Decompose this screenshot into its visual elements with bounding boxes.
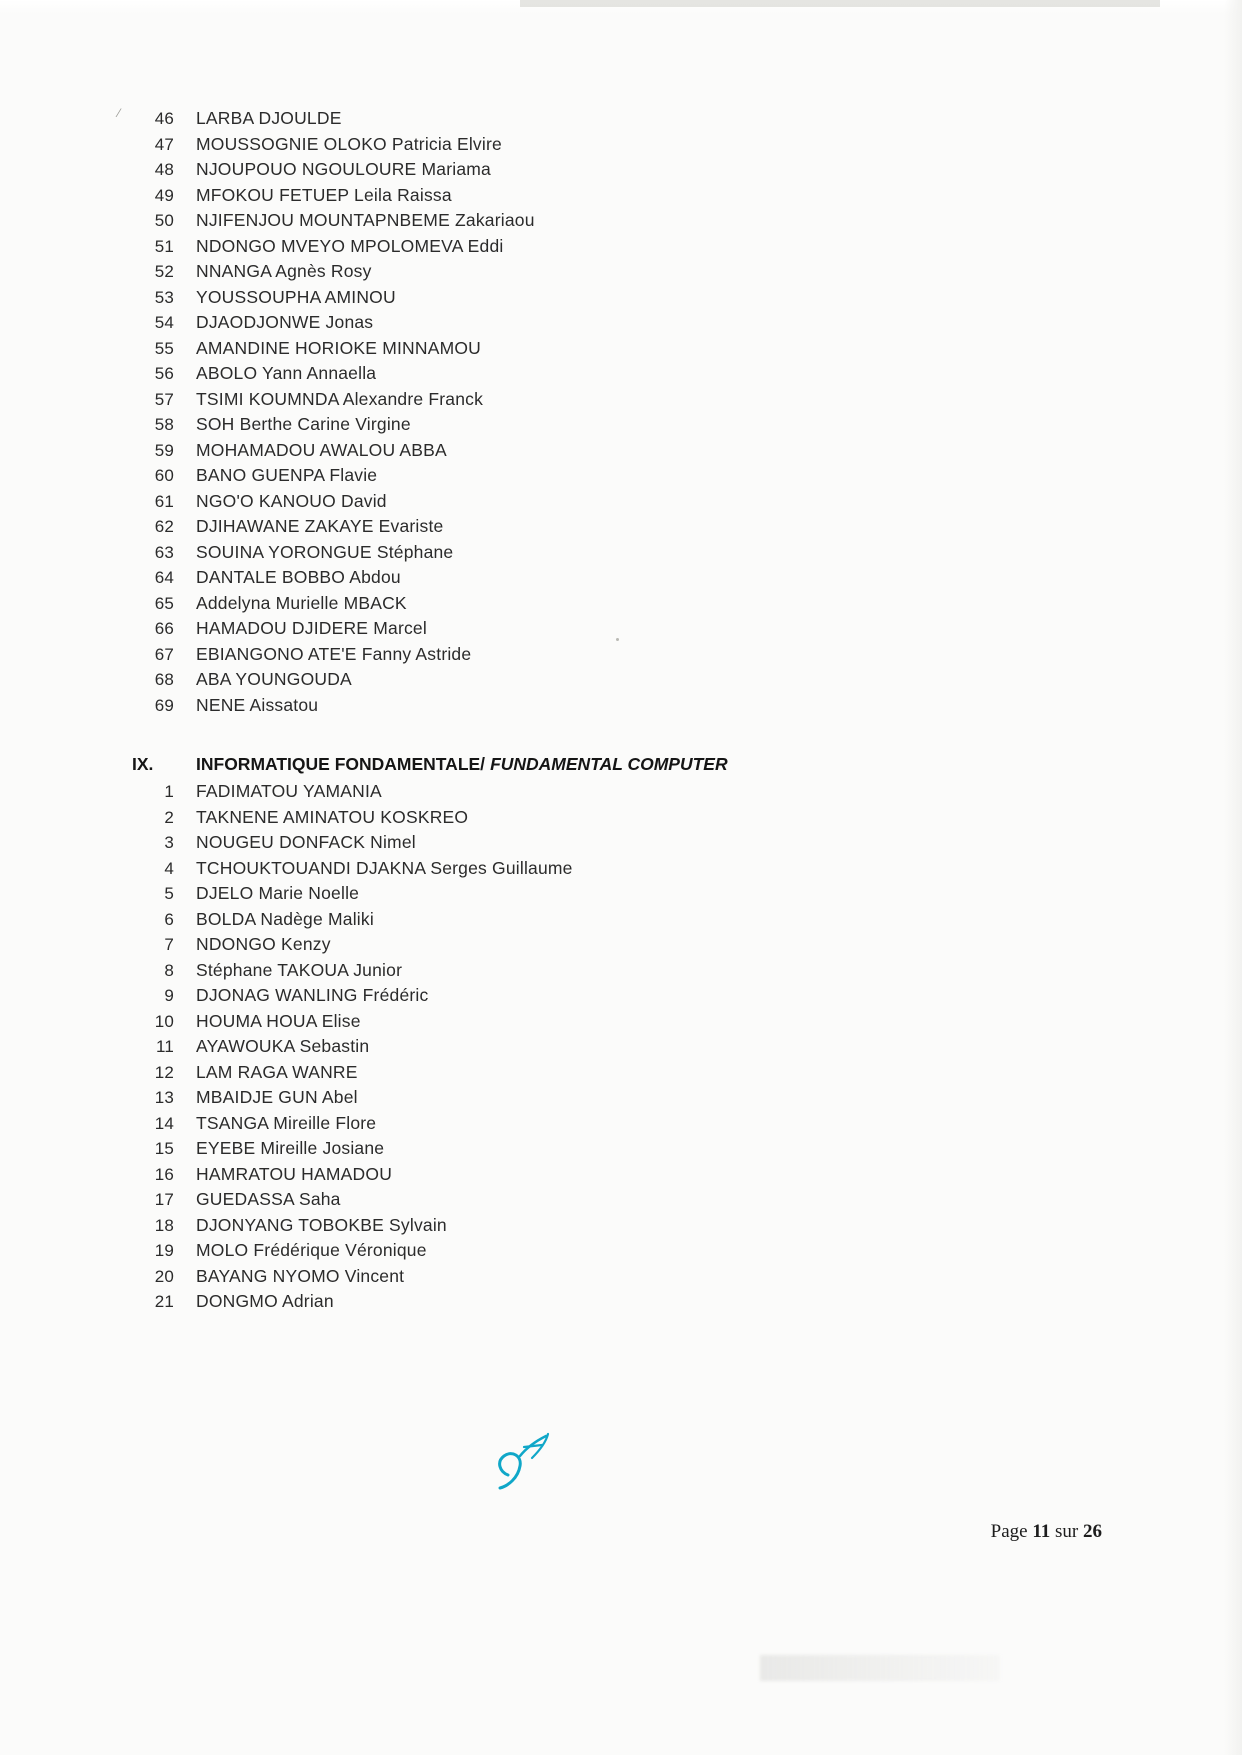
list-item <box>130 134 1090 160</box>
list-item-number: 21 <box>154 1292 174 1311</box>
list-item <box>130 934 1090 960</box>
list-item-number: 4 <box>164 858 174 878</box>
list-item <box>130 338 1090 364</box>
list-item-name: EBIANGONO ATE'E Fanny Astride <box>196 643 472 664</box>
list-item <box>130 909 1090 935</box>
list-item <box>130 1215 1090 1241</box>
list-item-name: DANTALE BOBBO Abdou <box>196 567 401 587</box>
list-item <box>130 1189 1090 1215</box>
list-item <box>130 618 1090 644</box>
list-item-name: MOUSSOGNIE OLOKO Patricia Elvire <box>196 133 502 154</box>
handwritten-signature <box>490 1428 610 1498</box>
list-item <box>130 261 1090 287</box>
list-item-number: 17 <box>154 1190 174 1209</box>
list-item-number: 10 <box>154 1011 174 1031</box>
list-item-name: BANO GUENPA Flavie <box>196 465 378 485</box>
list-item-name: FADIMATOU YAMANIA <box>196 781 382 801</box>
list-item-name: TCHOUKTOUANDI DJAKNA Serges Guillaume <box>196 857 573 878</box>
list-item <box>130 807 1090 833</box>
list-item <box>130 858 1090 884</box>
list-item <box>130 1011 1090 1037</box>
list-item-number: 2 <box>164 807 174 827</box>
list-item-number: 57 <box>154 389 174 409</box>
list-item <box>130 108 1090 134</box>
list-item-number: 53 <box>154 287 174 307</box>
list-item-name: BAYANG NYOMO Vincent <box>196 1265 405 1286</box>
list-item <box>130 389 1090 415</box>
list-item <box>130 1113 1090 1139</box>
scan-smudge <box>760 1655 1000 1681</box>
pen-tick-mark: ⁄ <box>118 106 121 120</box>
list-item-number: 49 <box>154 185 174 205</box>
list-item-name: EYEBE Mireille Josiane <box>196 1138 385 1158</box>
list-item-name: TAKNENE AMINATOU KOSKREO <box>196 806 469 827</box>
list-item-name: HOUMA HOUA Elise <box>196 1010 361 1031</box>
list-item-name: MBAIDJE GUN Abel <box>196 1087 358 1107</box>
list-item <box>130 312 1090 338</box>
list-item-number: 9 <box>164 986 174 1005</box>
list-item-name: AMANDINE HORIOKE MINNAMOU <box>196 337 482 358</box>
list-item-number: 56 <box>154 364 174 383</box>
footer-total-pages: 26 <box>1083 1521 1102 1542</box>
list-item-name: MOHAMADOU AWALOU ABBA <box>196 439 447 460</box>
list-item-name: Stéphane TAKOUA Junior <box>196 959 403 980</box>
list-item-name: DONGMO Adrian <box>196 1291 334 1311</box>
list-item-number: 63 <box>154 542 174 562</box>
list-item-name: DJONAG WANLING Frédéric <box>196 985 429 1005</box>
list-item <box>130 593 1090 619</box>
list-item-number: 50 <box>154 211 174 230</box>
list-item-number: 59 <box>154 440 174 460</box>
footer-current-page: 11 <box>1032 1521 1051 1542</box>
list-item-name: HAMRATOU HAMADOU <box>196 1163 393 1184</box>
list-item-number: 47 <box>154 134 174 154</box>
list-item-name: NJOUPOUO NGOULOURE Mariama <box>196 159 491 179</box>
list-item-name: LAM RAGA WANRE <box>196 1061 358 1082</box>
list-item <box>130 1138 1090 1164</box>
list-item <box>130 1036 1090 1062</box>
scan-artifact-band <box>520 0 1160 7</box>
list-item-name: SOUINA YORONGUE Stéphane <box>196 541 454 562</box>
list-item <box>130 567 1090 593</box>
list-item-name: ABOLO Yann Annaella <box>196 363 377 383</box>
list-item-name: NNANGA Agnès Rosy <box>196 261 372 281</box>
list-item-name: DJONYANG TOBOKBE Sylvain <box>196 1214 447 1235</box>
list-item <box>130 1062 1090 1088</box>
list-item-number: 8 <box>164 960 174 980</box>
list-item <box>130 363 1090 389</box>
list-item <box>130 236 1090 262</box>
list-item-name: NDONGO Kenzy <box>196 934 331 954</box>
list-item-name: TSANGA Mireille Flore <box>196 1112 377 1133</box>
list-item-number: 60 <box>154 466 174 485</box>
list-item-number: 14 <box>154 1113 174 1133</box>
list-item-name: BOLDA Nadège Maliki <box>196 908 374 929</box>
list-item-number: 19 <box>154 1241 174 1260</box>
list-item-number: 46 <box>154 109 174 128</box>
section-title-fr: INFORMATIQUE FONDAMENTALE/ <box>196 754 486 774</box>
list-item-name: NGO'O KANOUO David <box>196 490 387 511</box>
list-item-name: DJAODJONWE Jonas <box>196 312 374 332</box>
list-item-number: 48 <box>154 160 174 179</box>
page-content <box>118 106 1090 1317</box>
list-item-number: 15 <box>154 1139 174 1158</box>
list-item-number: 20 <box>154 1266 174 1286</box>
list-item <box>130 781 1090 807</box>
list-item-name: SOH Berthe Carine Virgine <box>196 414 411 434</box>
list-item-number: 11 <box>155 1037 174 1056</box>
list-item <box>130 644 1090 670</box>
continued-candidate-list <box>130 108 1090 720</box>
list-item <box>130 287 1090 313</box>
list-item <box>130 159 1090 185</box>
list-item-number: 7 <box>164 935 174 954</box>
list-item-name: DJIHAWANE ZAKAYE Evariste <box>196 516 444 536</box>
list-item <box>130 440 1090 466</box>
list-item-number: 67 <box>154 644 174 664</box>
list-item-number: 18 <box>154 1215 174 1235</box>
list-item-number: 62 <box>154 517 174 536</box>
list-item-name: DJELO Marie Noelle <box>196 883 360 903</box>
footer-middle: sur <box>1050 1521 1083 1542</box>
list-item <box>130 832 1090 858</box>
section-roman-numeral: IX. <box>132 754 154 774</box>
list-item-name: HAMADOU DJIDERE Marcel <box>196 618 427 638</box>
list-item-name: Addelyna Murielle MBACK <box>196 592 407 613</box>
page-footer <box>991 1521 1102 1543</box>
list-item <box>130 1266 1090 1292</box>
section-candidate-list <box>130 781 1090 1317</box>
list-item-name: MFOKOU FETUEP Leila Raissa <box>196 184 452 205</box>
list-item-name: ABA YOUNGOUDA <box>196 669 352 689</box>
list-item-number: 68 <box>154 670 174 689</box>
list-item <box>130 669 1090 695</box>
list-item-number: 65 <box>154 593 174 613</box>
list-item-number: 5 <box>164 884 174 903</box>
list-item-name: GUEDASSA Saha <box>196 1189 341 1209</box>
list-item <box>130 695 1090 721</box>
list-item <box>130 985 1090 1011</box>
list-item <box>130 491 1090 517</box>
list-item <box>130 883 1090 909</box>
list-item <box>130 185 1090 211</box>
list-item-name: LARBA DJOULDE <box>196 108 342 128</box>
list-item <box>130 1291 1090 1317</box>
scan-edge-right <box>1224 0 1242 1755</box>
list-item-number: 6 <box>164 909 174 929</box>
list-item-number: 16 <box>154 1164 174 1184</box>
list-item-number: 1 <box>164 782 174 801</box>
list-item <box>130 542 1090 568</box>
list-item <box>130 516 1090 542</box>
section-title-en: FUNDAMENTAL COMPUTER <box>490 754 728 774</box>
list-item-number: 66 <box>154 619 174 638</box>
list-item <box>130 414 1090 440</box>
list-item-number: 52 <box>154 262 174 281</box>
list-item-number: 61 <box>154 491 174 511</box>
list-item-name: NDONGO MVEYO MPOLOMEVA Eddi <box>196 235 504 256</box>
list-item-number: 54 <box>154 313 174 332</box>
list-item-number: 3 <box>164 833 174 852</box>
list-item-name: NJIFENJOU MOUNTAPNBEME Zakariaou <box>196 210 535 230</box>
list-item-name: TSIMI KOUMNDA Alexandre Franck <box>196 388 484 409</box>
list-item-number: 58 <box>154 415 174 434</box>
list-item <box>130 1240 1090 1266</box>
list-item-name: NENE Aissatou <box>196 694 319 715</box>
list-item-name: NOUGEU DONFACK Nimel <box>196 832 416 852</box>
list-item-number: 55 <box>154 338 174 358</box>
section-heading <box>130 754 1090 775</box>
list-item <box>130 1087 1090 1113</box>
list-item-number: 64 <box>154 568 174 587</box>
list-item-number: 13 <box>154 1088 174 1107</box>
footer-prefix: Page <box>990 1521 1033 1542</box>
list-item <box>130 210 1090 236</box>
list-item-name: AYAWOUKA Sebastin <box>196 1036 370 1056</box>
list-item-number: 12 <box>154 1062 174 1082</box>
list-item <box>130 465 1090 491</box>
list-item-name: YOUSSOUPHA AMINOU <box>196 286 396 307</box>
list-item <box>130 960 1090 986</box>
list-item-number: 69 <box>154 695 174 715</box>
list-item <box>130 1164 1090 1190</box>
list-item-name: MOLO Frédérique Véronique <box>196 1240 427 1260</box>
list-item-number: 51 <box>154 236 174 256</box>
